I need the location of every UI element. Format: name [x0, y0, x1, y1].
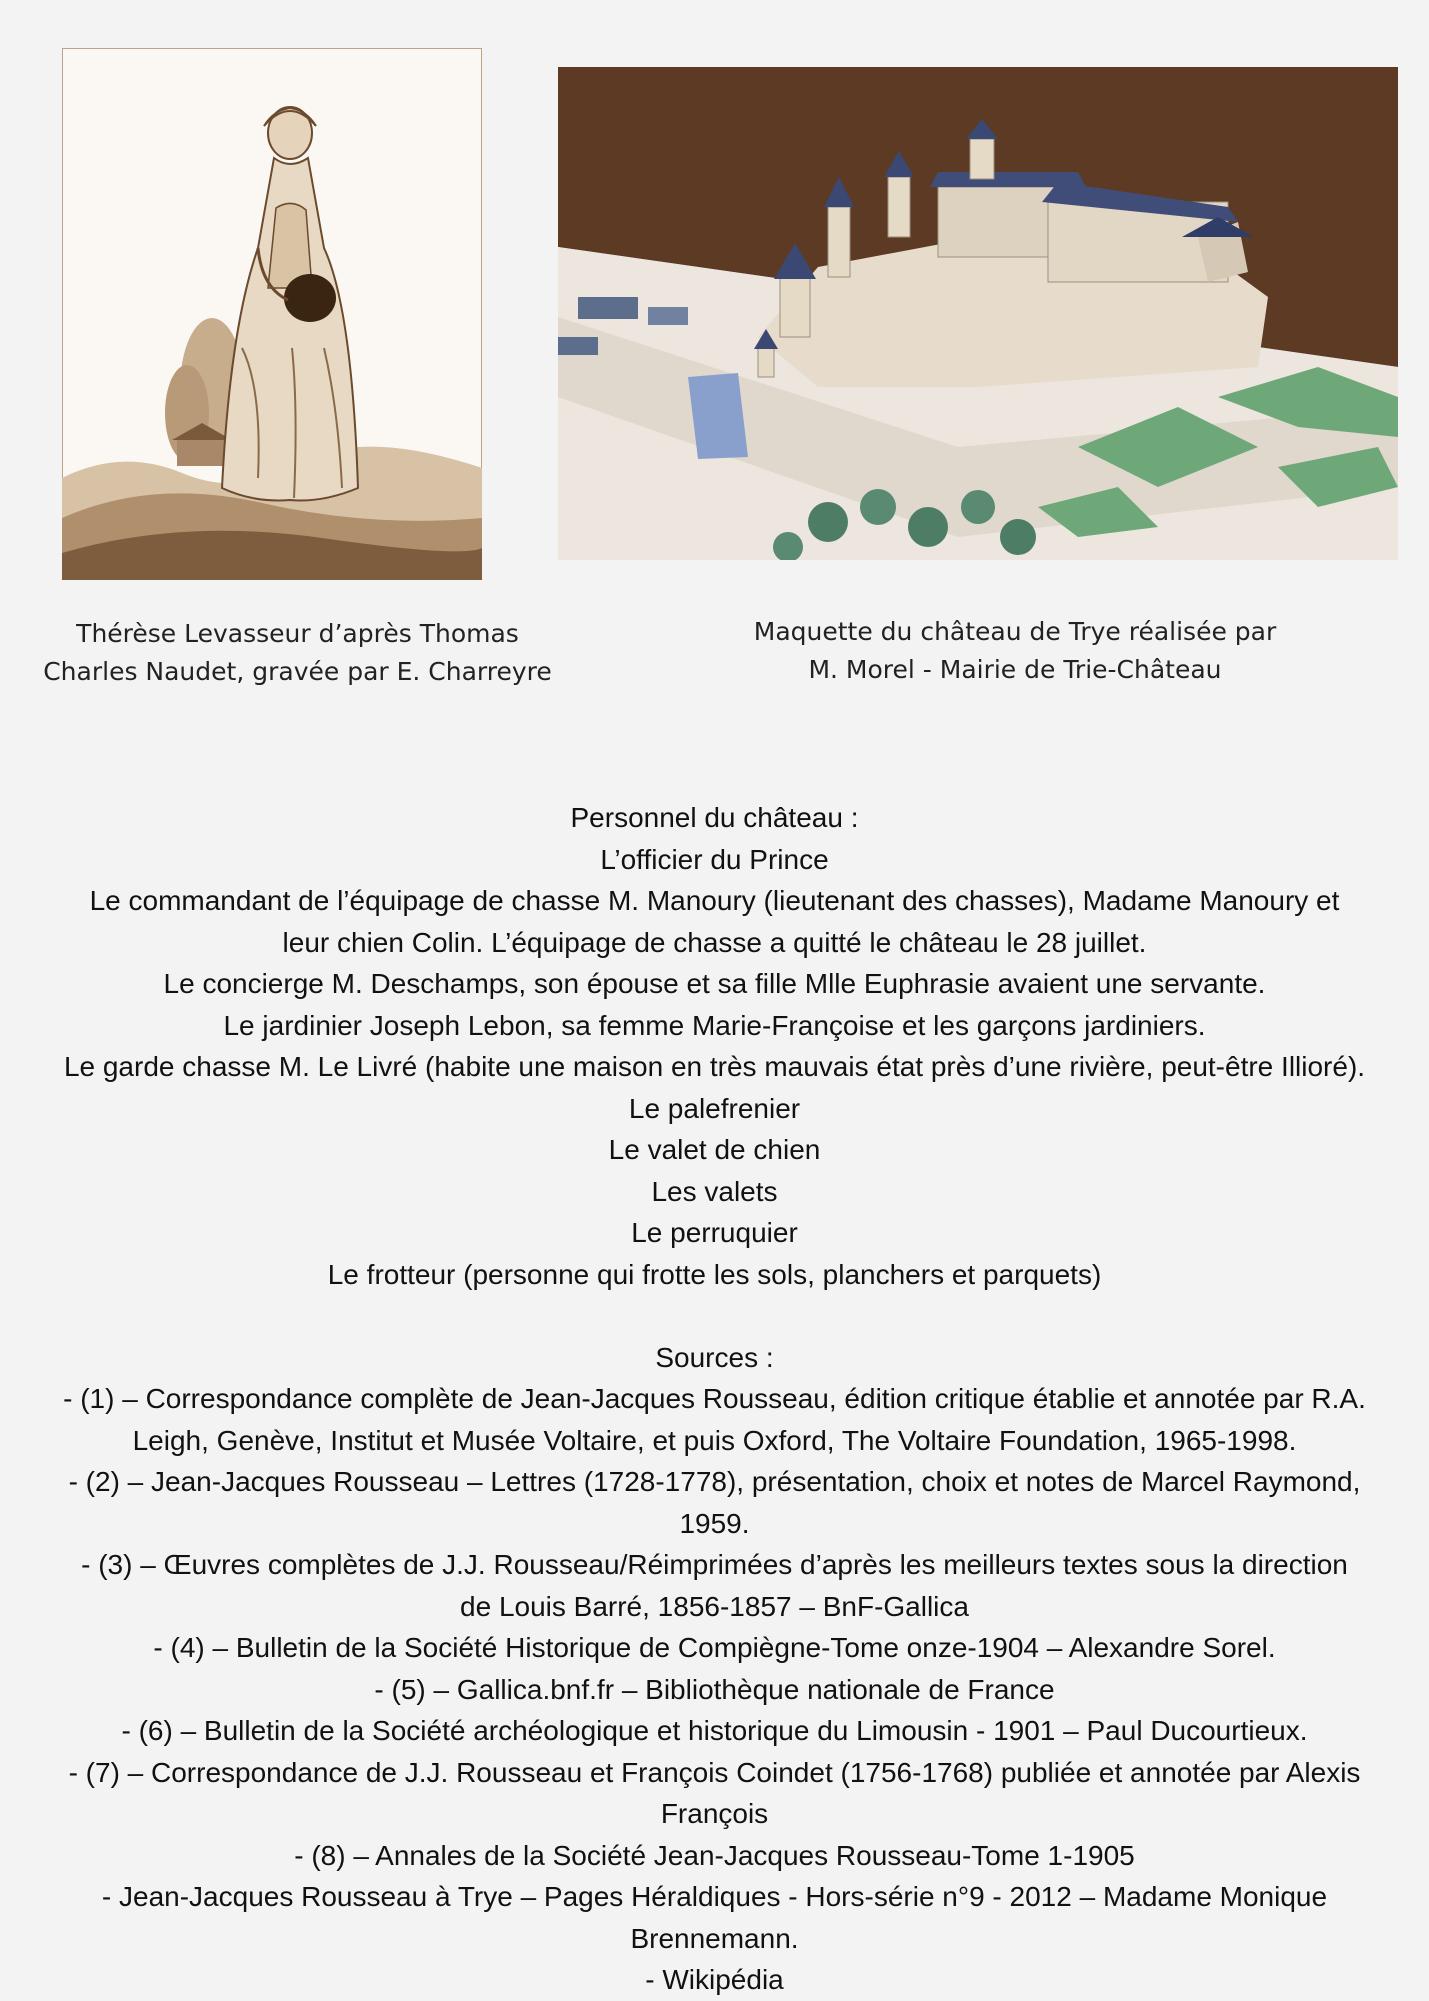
source-line: Brennemann. [630, 1922, 799, 1954]
personnel-section [0, 797, 1429, 1295]
caption-line: M. Morel - Mairie de Trie-Château [808, 655, 1222, 684]
source-line: Leigh, Genève, Institut et Musée Voltaire, et puis Oxford, The Voltaire Foundation, 1965-1998. [132, 1424, 1297, 1456]
source-line: - (3) – Œuvres complètes de J.J. Rousseau/Réimprimées d’après les meilleurs textes sous la direction [81, 1549, 1348, 1580]
source-line: - (1) – Correspondance complète de Jean-Jacques Rousseau, édition critique établie et annotée par R.A. [63, 1383, 1366, 1414]
source-line: - (6) – Bulletin de la Société archéologique et historique du Limousin - 1901 – Paul Ducourtieux. [121, 1715, 1308, 1746]
personnel-line: Le perruquier [631, 1217, 798, 1248]
personnel-line: Les valets [651, 1175, 778, 1207]
portrait-caption [20, 615, 575, 691]
personnel-line: Le jardinier Joseph Lebon, sa femme Marie-Françoise et les garçons jardiniers. [223, 1009, 1206, 1041]
personnel-line: Le concierge M. Deschamps, son épouse et sa fille Mlle Euphrasie avaient une servante. [163, 968, 1266, 999]
personnel-line: Le frotteur (personne qui frotte les sols, planchers et parquets) [327, 1258, 1102, 1290]
portrait-engraving-image [62, 48, 482, 580]
source-line: 1959. [679, 1507, 750, 1539]
castle-model-caption [650, 613, 1380, 689]
source-line: - (5) – Gallica.bnf.fr – Bibliothèque nationale de France [374, 1673, 1055, 1705]
sources-heading: Sources : [655, 1341, 774, 1373]
source-line: - (8) – Annales de la Société Jean-Jacques Rousseau-Tome 1-1905 [294, 1839, 1135, 1871]
caption-line: Thérèse Levasseur d’après Thomas [76, 619, 519, 648]
article-body [0, 797, 1429, 2001]
source-line: - (2) – Jean-Jacques Rousseau – Lettres (1728-1778), présentation, choix et notes de Marcel Raymond, [68, 1466, 1361, 1497]
source-line: de Louis Barré, 1856-1857 – BnF-Gallica [460, 1590, 969, 1622]
source-line: - (7) – Correspondance de J.J. Rousseau et François Coindet (1756-1768) publiée et annotée par Alexis [68, 1756, 1361, 1788]
personnel-line: leur chien Colin. L’équipage de chasse a quitté le château le 28 juillet. [282, 926, 1147, 958]
source-line: - Jean-Jacques Rousseau à Trye – Pages Héraldiques - Hors-série n°9 - 2012 – Madame Monique [101, 1881, 1328, 1912]
personnel-line: Le commandant de l’équipage de chasse M. Manoury (lieutenant des chasses), Madame Manoury et [89, 885, 1340, 916]
source-line: - Wikipédia [645, 1964, 784, 1995]
section-spacer [0, 1295, 1429, 1337]
personnel-heading: Personnel du château : [570, 802, 859, 833]
source-line: - (4) – Bulletin de la Société Historique de Compiègne-Tome onze-1904 – Alexandre Sorel. [153, 1632, 1276, 1663]
castle-model-photo [558, 67, 1398, 560]
personnel-line: L’officier du Prince [600, 843, 829, 875]
personnel-line: Le palefrenier [628, 1092, 801, 1124]
caption-line: Maquette du château de Trye réalisée par [753, 617, 1277, 646]
personnel-line: Le valet de chien [608, 1134, 821, 1165]
source-line: François [660, 1798, 769, 1829]
caption-line: Charles Naudet, gravée par E. Charreyre [43, 657, 552, 686]
personnel-line: Le garde chasse M. Le Livré (habite une maison en très mauvais état près d’une rivière, peut-être Illioré). [63, 1051, 1366, 1082]
sources-section [0, 1337, 1429, 2001]
